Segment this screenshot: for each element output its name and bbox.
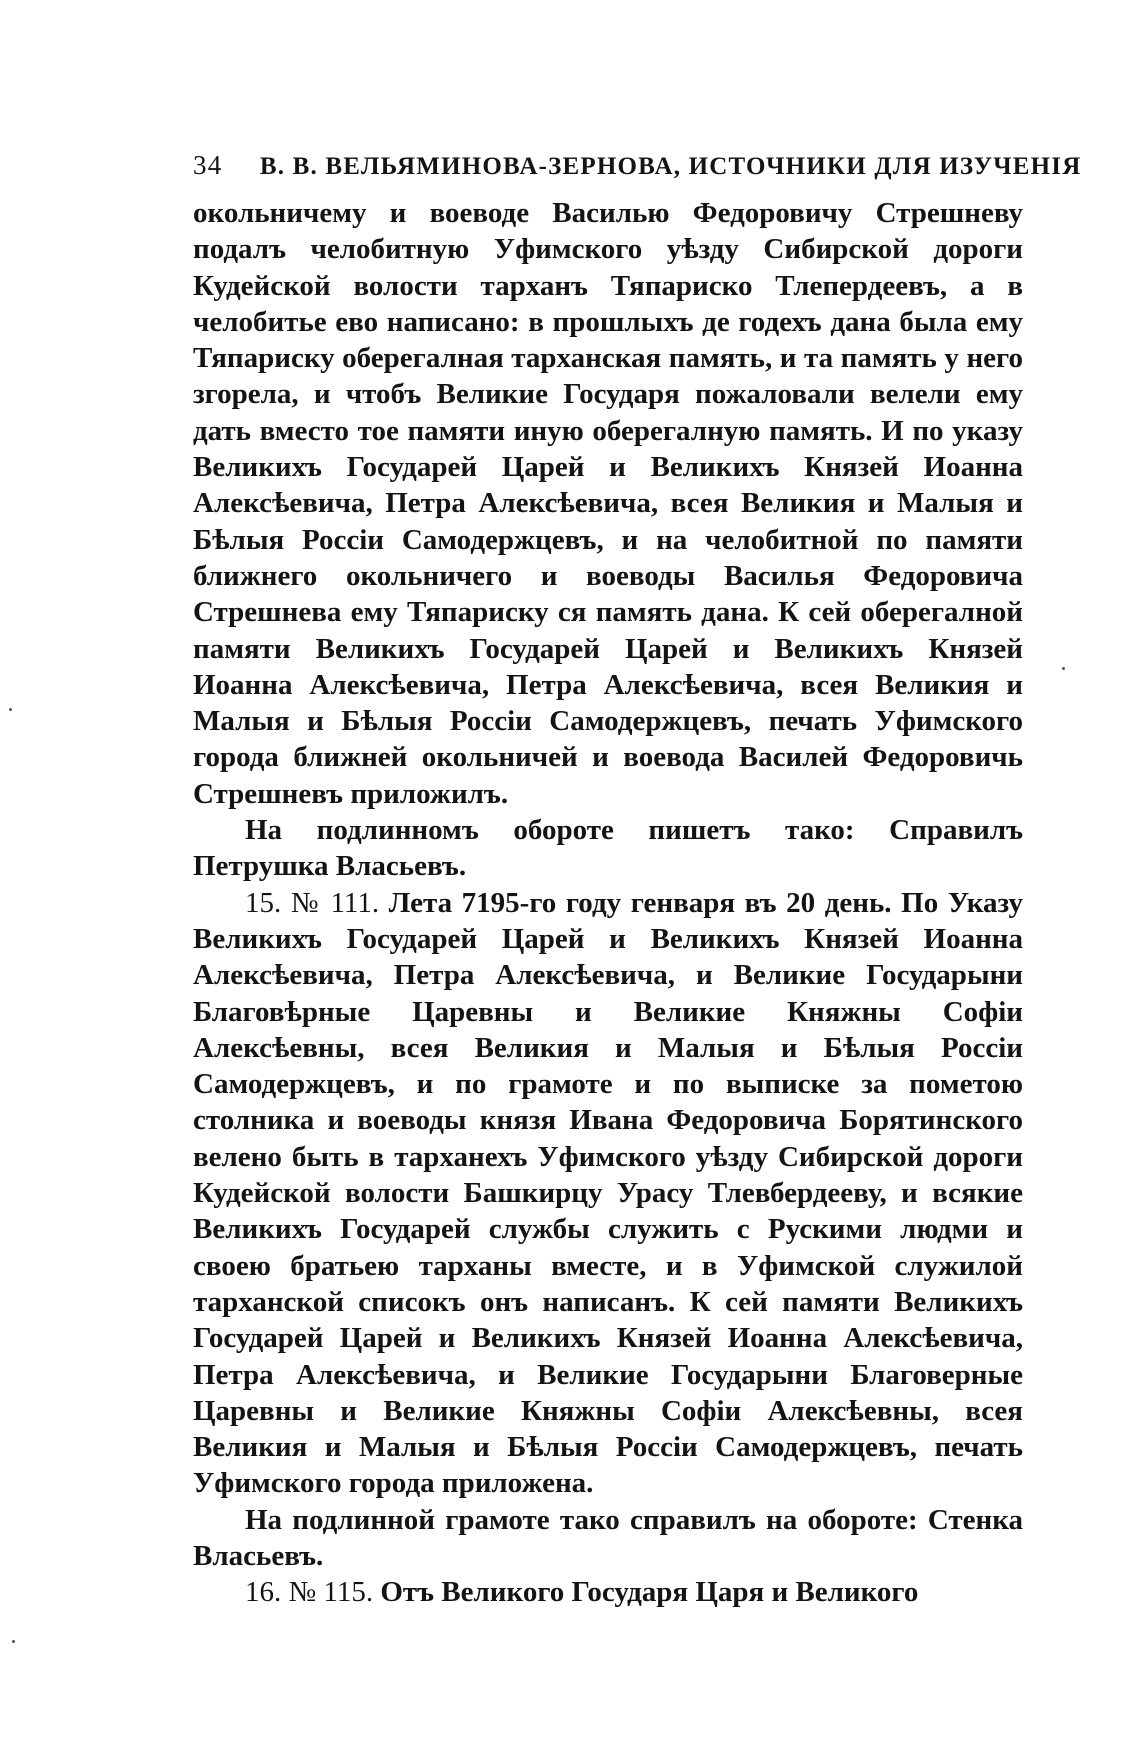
paragraph-note: На подлинной грамоте тако справилъ на обороте: Стенка Власьевъ. (193, 1503, 1023, 1572)
page-number: 34 (193, 150, 223, 180)
paragraph-continued: окольничему и воеводе Василью Федоровичу Стрешневу подалъ челобитную Уфимского уѣзду Сибирской дороги Кудейской волости тарханъ Тяпариско Тлепердеевъ, а в челобитье ево написано: в прошлыхъ де годехъ дана была ему Тяпариску оберегалная тарханская память, и та память у него згорела, и чтобъ Великие Государя пожаловали велели ему дать вместо тое памяти иную оберегалную память. И по указу Великихъ Государей Царей и Великихъ Князей Иоанна Алексѣевича, Петра Алексѣевича, всея Великия и Малыя и Бѣлыя Россіи Самодержцевъ, и на челобитной по памяти ближнего окольничего и воеводы Василья Федоровича Стрешнева ему Тяпариску ся память дана. К сей оберегалной памяти Великихъ Государей Царей и Великихъ Князей Иоанна Алексѣевича, Петра Алексѣевича, всея Великия и Малыя и Бѣлыя Россіи Самодержцевъ, печать Уфимского города ближней окольничей и воевода Василей Федоровичь Стрешневъ приложилъ. (193, 197, 1023, 810)
page-body (193, 195, 1023, 1715)
document-number: № 115. (288, 1576, 374, 1609)
running-title: В. В. ВЕЛЬЯМИНОВА-ЗЕРНОВА, ИСТОЧНИКИ ДЛЯ ИЗУЧЕНІЯ (259, 153, 1082, 180)
scan-speck (1062, 667, 1065, 670)
scan-speck (12, 1640, 15, 1643)
document-number: № 111. (290, 886, 380, 919)
scan-speck (9, 708, 12, 711)
entry-text: Отъ Великого Государя Царя и Великого (380, 1576, 919, 1609)
entry-text: Указу Великихъ Государей Царей и Великихъ Князей Иоанна Алексѣевича, Петра Алексѣевича, и Великие Государыни Благовѣрные Царевны и Великие Княжны Софіи Алексѣевны, всея Великия и Малыя и Бѣлыя Россіи Самодержцевъ, и по грамоте и по выписке за пометою столника и воеводы князя Ивана Федоровича Борятинского велено быть в тарханехъ Уфимского уѣзду Сибирской дороги Кудейской волости Башкирцу Урасу Тлевбердееву, и всякие Великихъ Государей службы служить с Рускими людми и своею братьею тарханы вместе, и в Уфимской служилой тарханской списокъ онъ написанъ. К сей памяти Великихъ Государей Царей и Великихъ Князей Иоанна Алексѣевича, Петра Алексѣевича, и Великие Государыни Благоверные Царевны и Великие Княжны Софіи Алексѣевны, всея Великия и Малыя и Бѣлыя Россіи Самодержцевъ, печать Уфимского города приложена. (193, 886, 1024, 1500)
entry-lead: Лета 7195-го году генваря въ 20 день. По (388, 886, 939, 919)
paragraph-note: На подлинномъ обороте пишетъ тако: Справилъ Петрушка Власьевъ. (193, 814, 1023, 883)
entry-16 (193, 1574, 1023, 1610)
entry-15 (193, 885, 1023, 1502)
entry-number: 15. (245, 886, 282, 919)
page-header (193, 150, 1082, 182)
entry-number: 16. (245, 1576, 282, 1609)
